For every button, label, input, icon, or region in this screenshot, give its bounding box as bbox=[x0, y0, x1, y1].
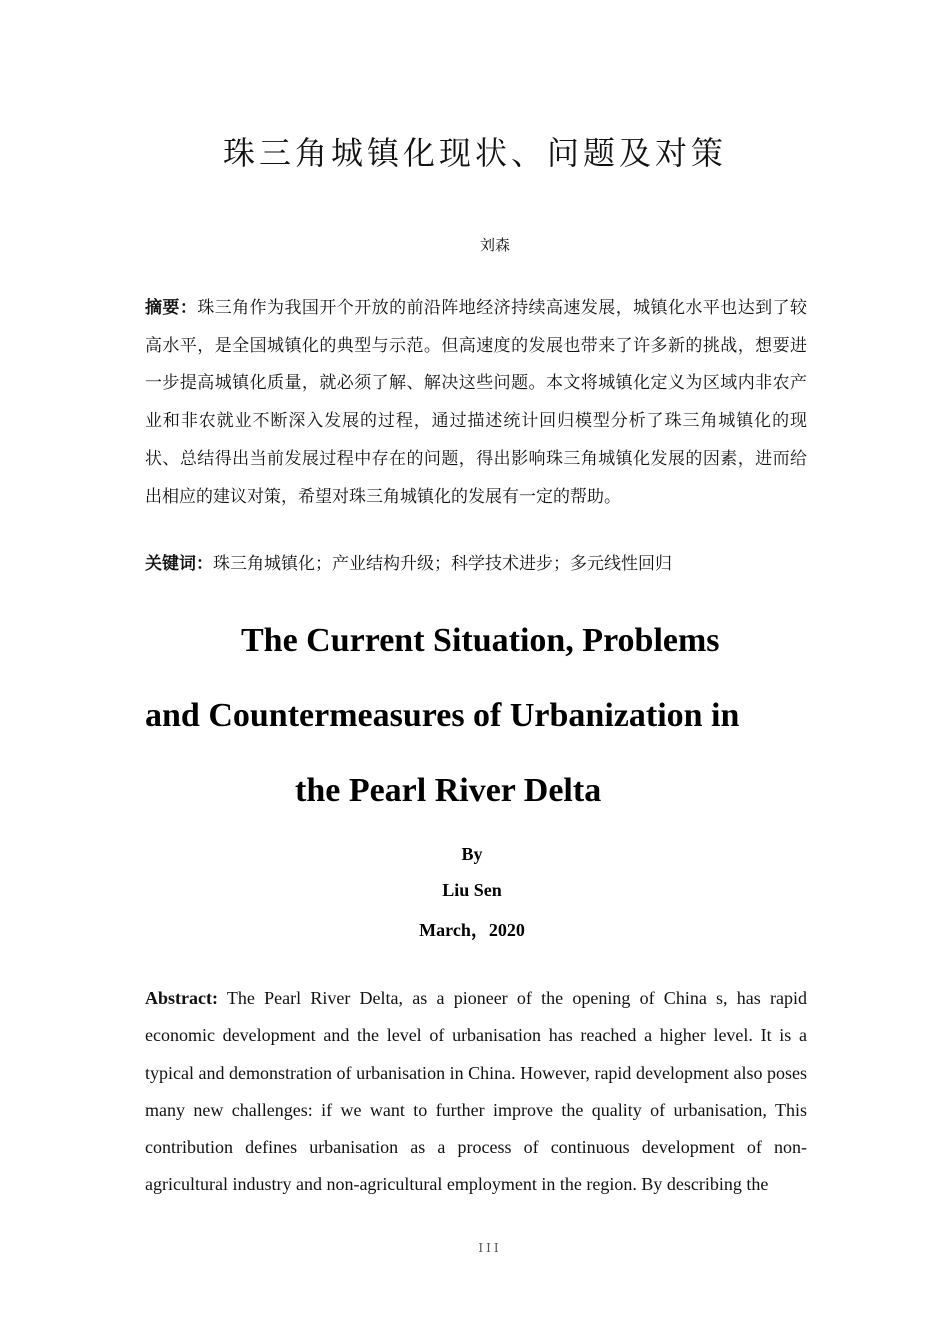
chinese-author: 刘森 bbox=[479, 236, 510, 254]
english-title-line-2: and Countermeasures of Urbanization in bbox=[145, 697, 740, 734]
english-title-line-1: The Current Situation, Problems bbox=[241, 622, 720, 659]
english-abstract-label: Abstract: bbox=[145, 988, 218, 1008]
page-number: III bbox=[478, 1241, 502, 1255]
english-date: March，2020 bbox=[419, 920, 525, 940]
chinese-abstract-text: 珠三角作为我国开个开放的前沿阵地经济持续高速发展，城镇化水平也达到了较高水平，是全国城镇化的典型与示范。但高速度的发展也带来了许多新的挑战，想要进一步提高城镇化质量，就必须了解、解决这些问题。本文将城镇化定义为区域内非农产业和非农就业不断深入发展的过程，通过描述统计回归模型分析了珠三角城镇化的现状、总结得出当前发展过程中存在的问题，得出影响珠三角城镇化发展的因素，进而给出相应的建议对策，希望对珠三角城镇化的发展有一定的帮助。 bbox=[145, 298, 808, 507]
english-title-line-3: the Pearl River Delta bbox=[295, 772, 602, 809]
chinese-abstract bbox=[145, 290, 807, 516]
chinese-title: 珠三角城镇化现状、问题及对策 bbox=[222, 134, 727, 172]
english-abstract bbox=[145, 980, 807, 1204]
chinese-keywords-text: 珠三角城镇化；产业结构升级；科学技术进步；多元线性回归 bbox=[213, 554, 672, 574]
english-abstract-text: The Pearl River Delta, as a pioneer of the opening of China s, has rapid economic development and the level of urbanisation has reached a higher level. It is a typical and demonstration of urbanisation in China. However, rapid development also poses many new challenges: if we want to further improve the quality of urbanisation, This contribution defines urbanisation as a process of continuous development of non-agricultural industry and non-agricultural employment in the region. By describing the bbox=[145, 988, 807, 1195]
english-by: By bbox=[461, 844, 483, 864]
chinese-abstract-label: 摘要： bbox=[145, 298, 198, 318]
english-author: Liu Sen bbox=[442, 880, 502, 900]
chinese-keywords-label: 关键词： bbox=[145, 554, 213, 574]
chinese-keywords bbox=[145, 549, 807, 579]
